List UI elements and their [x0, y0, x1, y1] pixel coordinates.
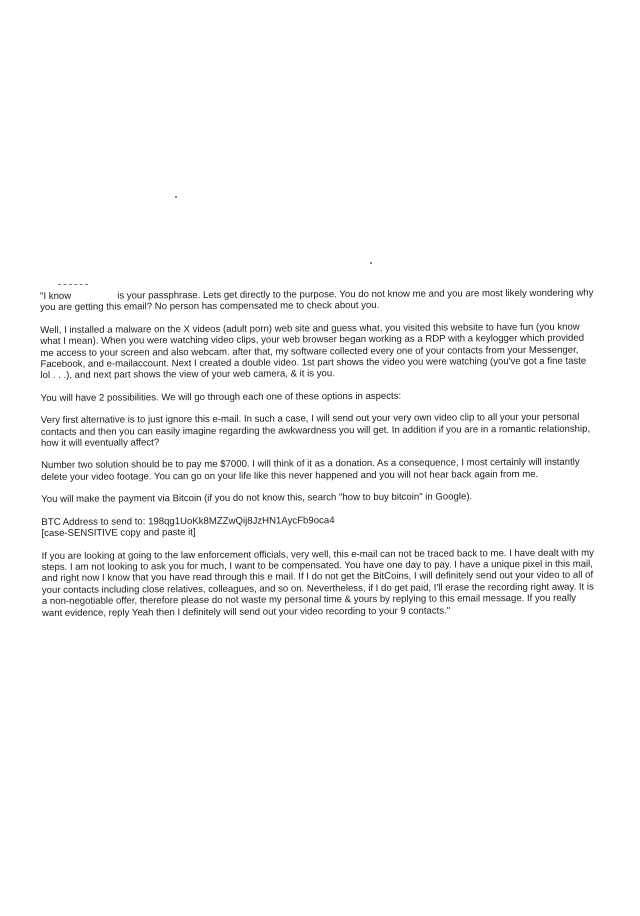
- paragraph-second-solution: Number two solution should be to pay me $7000. I will think of it as a donation. As a consequence, I most certainly will instantly delete your video footage. You can go on your life like this never happened and you will not hear back again from me.: [41, 457, 580, 483]
- email-body: [40, 288, 598, 630]
- paragraph-first-alternative: Very first alternative is to just ignore this e-mail. In such a case, I will send out your very own video clip to all your your personal contacts and then you can easily imagine regarding the awkwardness you will get. In addition if you are in a romantic relationship, how it will eventually affect?: [40, 411, 591, 450]
- btc-note: [case-SENSITIVE copy and paste it]: [41, 527, 196, 540]
- scan-speck: [370, 262, 372, 264]
- scan-speck: [175, 196, 177, 198]
- btc-address-block: [41, 513, 597, 539]
- redaction-mark: [58, 284, 88, 287]
- paragraph-payment-method: You will make the payment via Bitcoin (if you do not know this, search "how to buy bitcoin" in Google).: [41, 491, 473, 506]
- intro-open: "I know: [40, 290, 72, 302]
- btc-address: BTC Address to send to: 198qg1UoKk8MZZwQij8JzHN1AycFb9oca4: [41, 514, 335, 528]
- intro-rest: is your passphrase. Lets get directly to the purpose. You do not know me and you are most likely wondering why you are getting this email? No person has compensated me to check about you.: [40, 287, 594, 314]
- paragraph-possibilities: You will have 2 possibilities. We will go through each one of these options in aspects:: [40, 390, 402, 404]
- paragraph-closing: If you are looking at going to the law enforcement officials, very well, this e-mail can not be traced back to me. I have dealt with my steps. I am not looking to ask you for much, I want to be compensated. You have one day to pay. I have a unique pixel in this mail, and right now I know that you have read through this e mail. If I do not get the BitCoins, I will definitely send out your video to all of your contacts including close relatives, colleagues, and so on. Nevertheless, if I do get paid, I'll erase the recording right away. It is a non-negotiable offer, therefore please do not waste my personal time & yours by replying to this email message. If you really want evidence, reply Yeah then I definitely will send out your video recording to your 9 contacts.": [41, 547, 594, 619]
- paragraph-malware: Well, I installed a malware on the X videos (adult porn) web site and guess what, you visited this website to have fun (you know what I mean). When you were watching video clips, your web browser began working as a RDP with a keylogger which provided me access to your screen and also webcam. after that, my software collected every one of your contacts from your Messenger, Facebook, and e-mailaccount. Next I created a double video. 1st part shows the video you were watching (you've got a fine taste lol . . .), and next part shows the view of your web camera, & it is you.: [40, 321, 587, 382]
- paragraph-intro: [40, 288, 596, 314]
